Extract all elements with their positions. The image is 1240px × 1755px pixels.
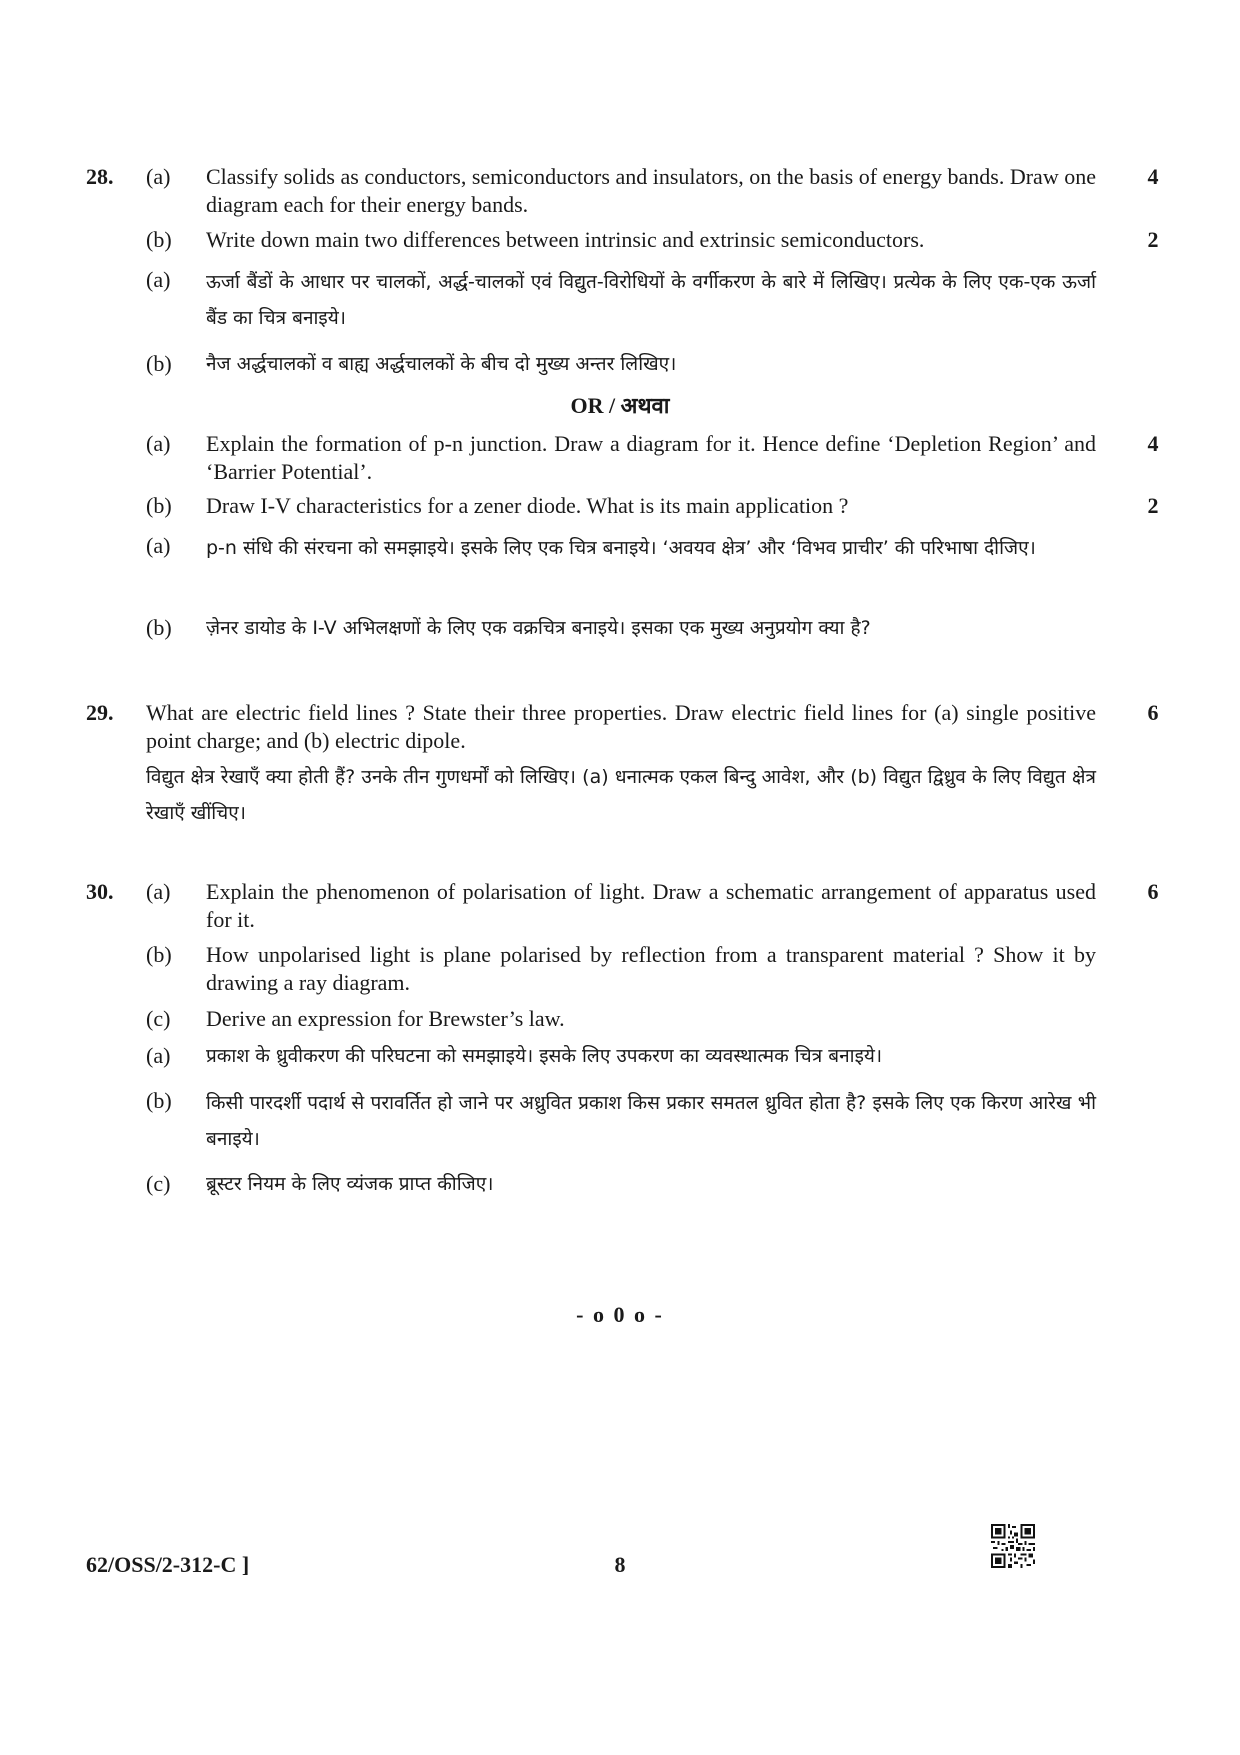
part-label: (b)	[146, 1088, 172, 1113]
question-text: Derive an expression for Brewster’s law.	[206, 1006, 565, 1031]
question-text: ऊर्जा बैंडों के आधार पर चालकों, अर्द्ध-चालकों एवं विद्युत-विरोधियों के वर्गीकरण के बारे में लिखिए। प्रत्येक के लिए एक-एक ऊर्जा बैंड का चित्र बनाइये।	[206, 271, 1096, 329]
question-text: नैज अर्द्धचालकों व बाह्य अर्द्धचालकों के बीच दो मुख्य अन्तर लिखिए।	[206, 353, 677, 375]
question-text: Classify solids as conductors, semiconductors and insulators, on the basis of energy bands. Draw one diagram each for their energy bands.	[206, 164, 1096, 217]
page-number: 8	[614, 1552, 626, 1577]
question-text: ज़ेनर डायोड के I-V अभिलक्षणों के लिए एक वक्रचित्र बनाइये। इसका एक मुख्य अनुप्रयोग क्या है?	[206, 617, 871, 639]
part-label: (a)	[146, 267, 171, 292]
marks: 2	[1147, 227, 1159, 252]
part-label: (a)	[146, 431, 171, 456]
part-label: (b)	[146, 942, 172, 967]
part-label: (a)	[146, 533, 171, 558]
question-text: Explain the formation of p-n junction. Draw a diagram for it. Hence define ‘Depletion Region’ and ‘Barrier Potential’.	[206, 431, 1096, 484]
marks: 6	[1147, 700, 1159, 725]
question-text: What are electric field lines ? State their three properties. Draw electric field lines for (a) single positive point charge; and (b) electric dipole.	[146, 700, 1096, 753]
question-text: विद्युत क्षेत्र रेखाएँ क्या होती हैं? उनके तीन गुणधर्मों को लिखिए। (a) धनात्मक एकल बिन्दु आवेश, और (b) विद्युत द्विध्रुव के लिए विद्युत क्षेत्र रेखाएँ खींचिए।	[146, 766, 1096, 824]
end-of-paper-mark: - o 0 o -	[576, 1302, 664, 1327]
part-label: (b)	[146, 351, 172, 376]
question-text: ब्रूस्टर नियम के लिए व्यंजक प्राप्त कीजिए।	[206, 1173, 494, 1195]
part-label: (a)	[146, 879, 171, 904]
question-number: 29.	[86, 700, 114, 725]
part-label: (b)	[146, 227, 172, 252]
question-text: p-n संधि की संरचना को समझाइये। इसके लिए एक चित्र बनाइये। ‘अवयव क्षेत्र’ और ‘विभव प्राचीर’ की परिभाषा दीजिए।	[206, 537, 1036, 559]
question-text: How unpolarised light is plane polarised by reflection from a transparent material ? Show it by drawing a ray diagram.	[206, 942, 1096, 995]
question-text: प्रकाश के ध्रुवीकरण की परिघटना को समझाइये। इसके लिए उपकरण का व्यवस्थात्मक चित्र बनाइये।	[206, 1045, 883, 1067]
question-text: किसी पारदर्शी पदार्थ से परावर्तित हो जाने पर अध्रुवित प्रकाश किस प्रकार समतल ध्रुवित होता है? इसके लिए एक किरण आरेख भी बनाइये।	[206, 1092, 1096, 1150]
part-label: (c)	[146, 1171, 171, 1196]
part-label: (b)	[146, 615, 172, 640]
question-text: Write down main two differences between intrinsic and extrinsic semiconductors.	[206, 227, 925, 252]
or-heading: OR / अथवा	[570, 393, 670, 418]
qr-code-icon	[991, 1524, 1035, 1568]
part-label: (a)	[146, 164, 171, 189]
question-number: 28.	[86, 164, 114, 189]
part-label: (c)	[146, 1006, 171, 1031]
question-text: Explain the phenomenon of polarisation of light. Draw a schematic arrangement of apparatus used for it.	[206, 879, 1096, 932]
paper-code: 62/OSS/2-312-C ]	[86, 1552, 250, 1577]
marks: 6	[1147, 879, 1159, 904]
part-label: (a)	[146, 1043, 171, 1068]
question-text: Draw I-V characteristics for a zener diode. What is its main application ?	[206, 493, 849, 518]
marks: 2	[1147, 493, 1159, 518]
part-label: (b)	[146, 493, 172, 518]
marks: 4	[1147, 431, 1159, 456]
question-number: 30.	[86, 879, 114, 904]
marks: 4	[1147, 164, 1159, 189]
